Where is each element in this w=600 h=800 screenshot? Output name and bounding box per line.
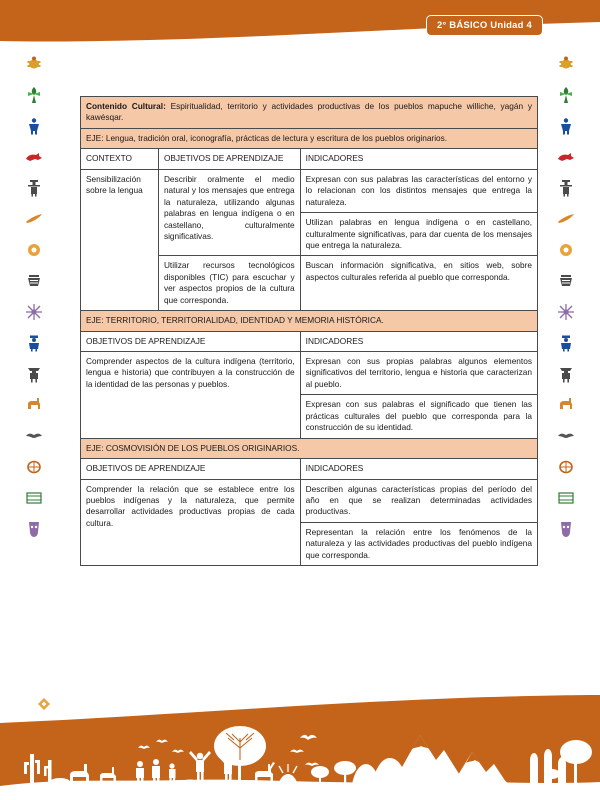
mask-icon — [24, 519, 44, 539]
condor-icon — [556, 426, 576, 446]
person-blue-icon — [24, 333, 44, 353]
sun-disc-icon — [24, 240, 44, 260]
unit-badge: 2° BÁSICO Unidad 4 — [426, 15, 543, 36]
figure-blue-icon — [556, 116, 576, 136]
weaving-icon — [556, 488, 576, 508]
contenido-cultural-text: Espiritualidad, territorio y actividades productivas de los pueblos mapuche williche, yagán y kawésqar. — [86, 101, 532, 123]
eje3-title-row — [81, 438, 538, 458]
star-burst-icon — [556, 302, 576, 322]
column-header-objetivos: OBJETIVOS DE APRENDIZAJE — [81, 459, 301, 479]
column-header-indicadores: INDICADORES — [300, 459, 537, 479]
table-row — [81, 479, 538, 522]
eje1-title: EJE: Lengua, tradición oral, iconografía, prácticas de lectura y escritura de los pueblos originarios. — [81, 128, 538, 148]
indicador-cell: Describen algunas características propias del período del año en que se realizan determinadas actividades productivas. — [300, 479, 537, 522]
drum-icon — [24, 457, 44, 477]
star-burst-icon — [24, 302, 44, 322]
column-header-objetivos: OBJETIVOS DE APRENDIZAJE — [158, 149, 300, 169]
eje1-header-row — [81, 149, 538, 169]
diamond-glyph — [38, 698, 50, 710]
indicador-cell: Expresan con sus palabras las características del entorno y lo relacionan con los distintos mensajes que entrega la naturaleza. — [300, 169, 537, 212]
eje2-title: EJE: TERRITORIO, TERRITORIALIDAD, IDENTIDAD Y MEMORIA HISTÓRICA. — [81, 311, 538, 331]
drum-icon — [556, 457, 576, 477]
column-header-indicadores: INDICADORES — [300, 149, 537, 169]
table-row — [81, 169, 538, 212]
contenido-cultural-label: Contenido Cultural: — [86, 101, 166, 111]
column-header-indicadores: INDICADORES — [300, 331, 537, 351]
person-blue-icon — [556, 333, 576, 353]
eje2-header-row — [81, 331, 538, 351]
llama-icon — [24, 395, 44, 415]
weaving-icon — [24, 488, 44, 508]
indicador-cell: Expresan con sus palabras el significado que tienen las prácticas culturales del pueblo que corresponda para la construcción de su identidad. — [300, 395, 537, 438]
eje2-title-row — [81, 311, 538, 331]
footer-landscape — [0, 690, 600, 800]
mask-icon — [556, 519, 576, 539]
turtle-icon — [556, 54, 576, 74]
contenido-cultural-row — [81, 97, 538, 129]
canoe-icon — [24, 209, 44, 229]
fox-red-icon — [24, 147, 44, 167]
bird-green-icon — [556, 85, 576, 105]
indicador-cell: Buscan información significativa, en sitios web, sobre aspectos culturales referida al pueblo que corresponda. — [300, 256, 537, 311]
totem-figure-icon — [556, 178, 576, 198]
objetivo-cell: Comprender la relación que se establece entre los pueblos indígenas y la naturaleza, que permite desarrollar actividades productivas propias de cada cultura. — [81, 479, 301, 566]
objetivo-cell: Utilizar recursos tecnológicos disponibles (TIC) para escuchar y ver aspectos propios de la cultura que corresponda. — [158, 256, 300, 311]
canoe-icon — [556, 209, 576, 229]
left-decoration-column — [6, 46, 62, 539]
column-header-contexto: CONTEXTO — [81, 149, 159, 169]
headdress-figure-icon — [556, 364, 576, 384]
headdress-figure-icon — [24, 364, 44, 384]
eje3-title: EJE: COSMOVISIÓN DE LOS PUEBLOS ORIGINARIOS. — [81, 438, 538, 458]
contenido-cultural-cell — [81, 97, 538, 129]
fox-red-icon — [556, 147, 576, 167]
objetivo-cell: Describir oralmente el medio natural y los mensajes que entrega la naturaleza, utilizando algunas palabras en lengua indígena o en castellano, culturalmente significativas. — [158, 169, 300, 256]
eje3-header-row — [81, 459, 538, 479]
contexto-cell: Sensibilización sobre la lengua — [81, 169, 159, 310]
vessel-icon — [556, 271, 576, 291]
totem-figure-icon — [24, 178, 44, 198]
curriculum-table — [80, 96, 538, 566]
figure-blue-icon — [24, 116, 44, 136]
bird-green-icon — [24, 85, 44, 105]
indicador-cell: Representan la relación entre los fenómenos de la naturaleza y las actividades productivas del pueblo indígena que corresponda. — [300, 522, 537, 565]
table-row — [81, 352, 538, 395]
column-header-objetivos: OBJETIVOS DE APRENDIZAJE — [81, 331, 301, 351]
sun-disc-icon — [556, 240, 576, 260]
objetivo-cell: Comprender aspectos de la cultura indígena (territorio, lengua e historia) que contribuyen a la construcción de la identidad de las personas y pueblos. — [81, 352, 301, 439]
turtle-icon — [24, 54, 44, 74]
condor-icon — [24, 426, 44, 446]
right-decoration-column — [538, 46, 594, 539]
indicador-cell: Utilizan palabras en lengua indígena o en castellano, culturalmente significativas, para dar cuenta de los mensajes que entrega la naturaleza. — [300, 213, 537, 256]
indicador-cell: Expresan con sus propias palabras algunos elementos significativos del territorio, lengua e historia que caracterizan al pueblo. — [300, 352, 537, 395]
vessel-icon — [24, 271, 44, 291]
eje1-title-row — [81, 128, 538, 148]
llama-icon — [556, 395, 576, 415]
